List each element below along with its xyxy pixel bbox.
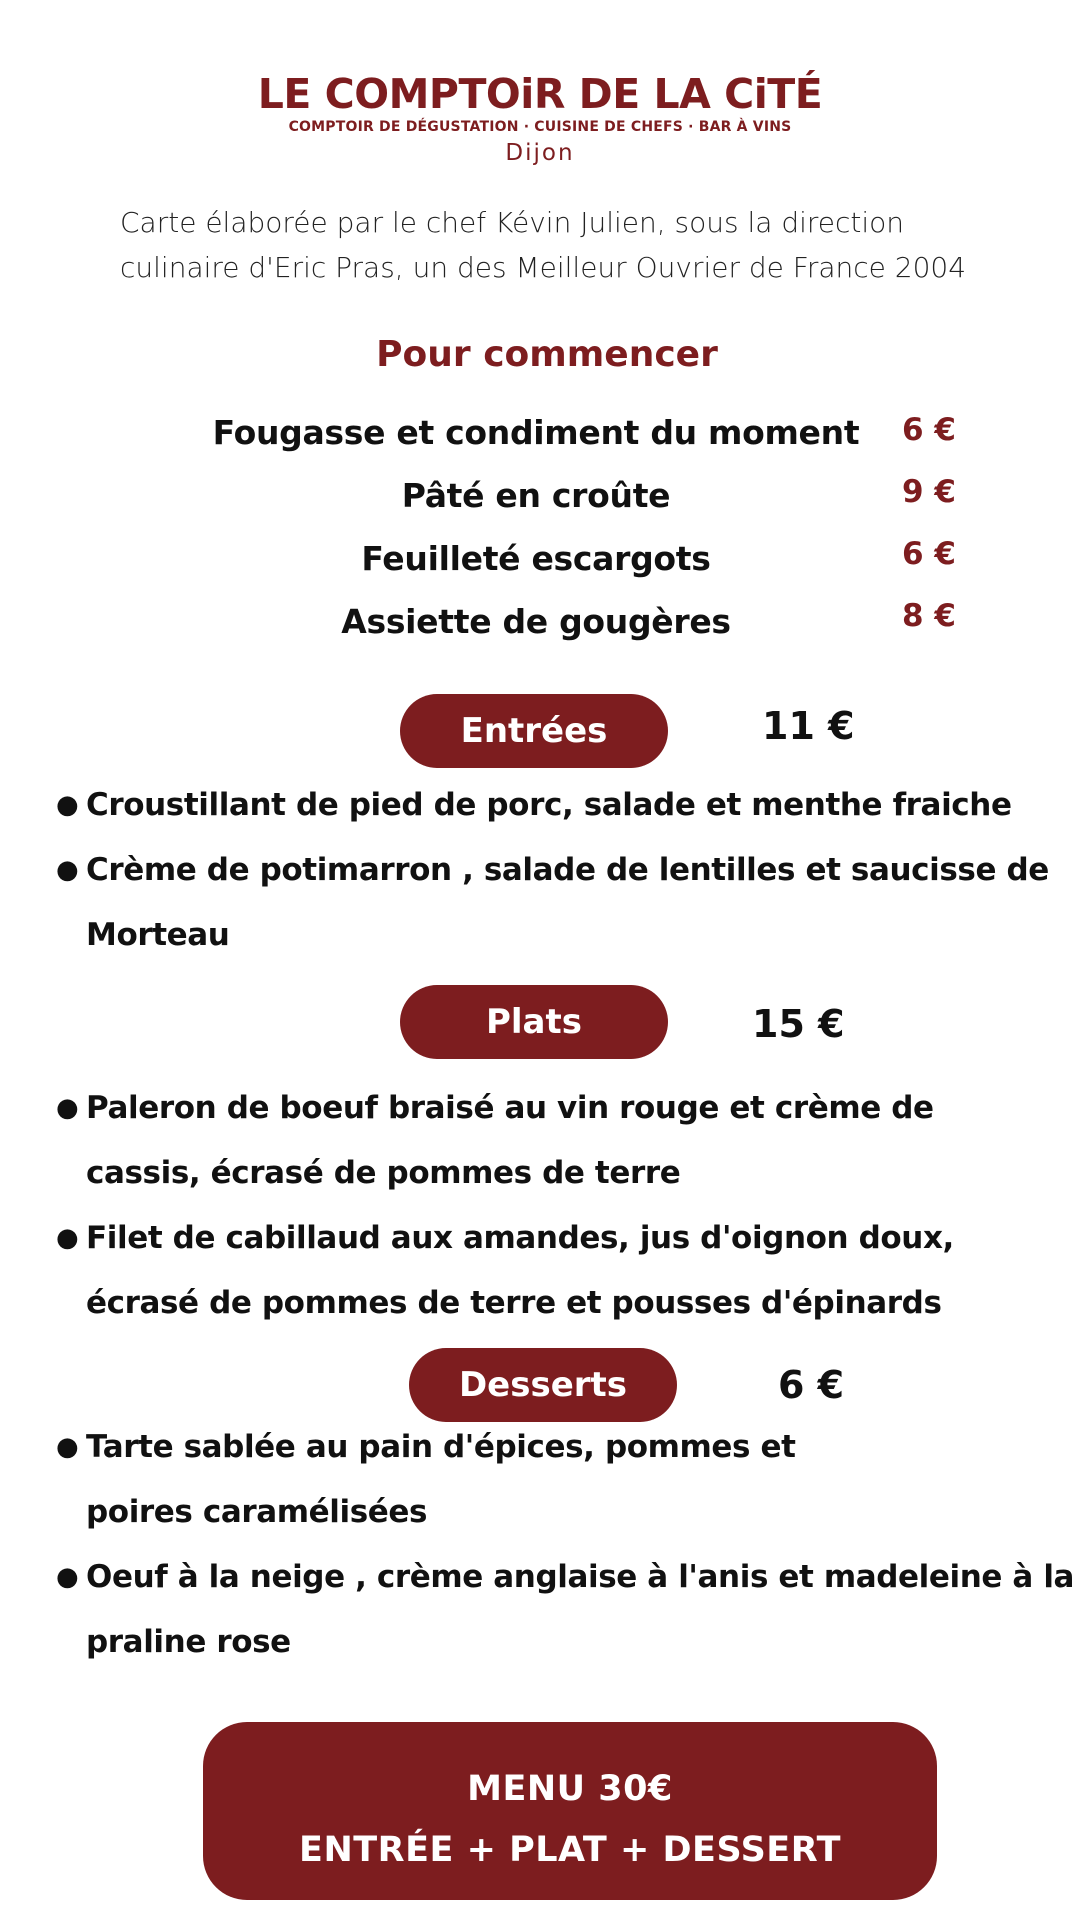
list-item [52, 773, 1080, 838]
dish-text: Oeuf à la neige , crème anglaise à l'anis et madeleine à la praline rose [86, 1559, 1075, 1660]
bullet-icon: ● [56, 1223, 79, 1253]
starter-name: Assiette de gougères [341, 602, 731, 641]
starter-name: Fougasse et condiment du moment [212, 413, 860, 452]
set-menu-composition: ENTRÉE + PLAT + DESSERT [299, 1830, 841, 1870]
starter-name: Pâté en croûte [401, 476, 671, 515]
set-menu-box [203, 1722, 937, 1900]
plats-price: 15 € [752, 1002, 845, 1046]
starter-name: Feuilleté escargots [361, 539, 711, 578]
list-item [52, 838, 1080, 968]
entrees-list [52, 773, 1080, 968]
intro-line-1: Carte élaborée par le chef Kévin Julien, sous la direction [120, 206, 905, 239]
desserts-list [52, 1415, 1080, 1675]
desserts-heading-pill: Desserts [409, 1348, 677, 1422]
entrees-heading-pill: Entrées [400, 694, 668, 768]
list-item [52, 1206, 982, 1336]
entrees-price: 11 € [762, 704, 855, 748]
restaurant-tagline: COMPTOIR DE DÉGUSTATION · CUISINE DE CHEFS · BAR À VINS [288, 119, 792, 135]
bullet-icon: ● [56, 855, 79, 885]
restaurant-city: Dijon [505, 140, 575, 166]
bullet-icon: ● [56, 1562, 79, 1592]
starter-price: 9 € [902, 474, 956, 510]
restaurant-name: LE COMPTOiR DE LA CiTÉ [257, 70, 823, 118]
chef-intro [120, 200, 1020, 290]
starter-price: 6 € [902, 412, 956, 448]
dish-text: Crème de potimarron , salade de lentilles et saucisse de Morteau [86, 852, 1049, 953]
plats-list [52, 1076, 982, 1336]
list-item [52, 1415, 832, 1545]
dish-text: Filet de cabillaud aux amandes, jus d'oignon doux, écrasé de pommes de terre et pousses d'épinards [86, 1220, 954, 1321]
set-menu-price: MENU 30€ [467, 1769, 673, 1809]
intro-line-2: culinaire d'Eric Pras, un des Meilleur Ouvrier de France 2004 [120, 251, 967, 284]
dish-text: Paleron de boeuf braisé au vin rouge et crème de cassis, écrasé de pommes de terre [86, 1090, 934, 1191]
bullet-icon: ● [56, 1093, 79, 1123]
starter-price: 6 € [902, 536, 956, 572]
bullet-icon: ● [56, 1432, 79, 1462]
plats-heading-pill: Plats [400, 985, 668, 1059]
list-item [52, 1076, 982, 1206]
bullet-icon: ● [56, 790, 79, 820]
desserts-price: 6 € [778, 1363, 845, 1407]
starters-title: Pour commencer [376, 334, 718, 375]
dish-text: Tarte sablée au pain d'épices, pommes et poires caramélisées [86, 1429, 796, 1530]
starter-price: 8 € [902, 598, 956, 634]
restaurant-logo [0, 70, 1080, 168]
list-item [52, 1545, 1080, 1675]
dish-text: Croustillant de pied de porc, salade et menthe fraiche [86, 787, 1012, 823]
